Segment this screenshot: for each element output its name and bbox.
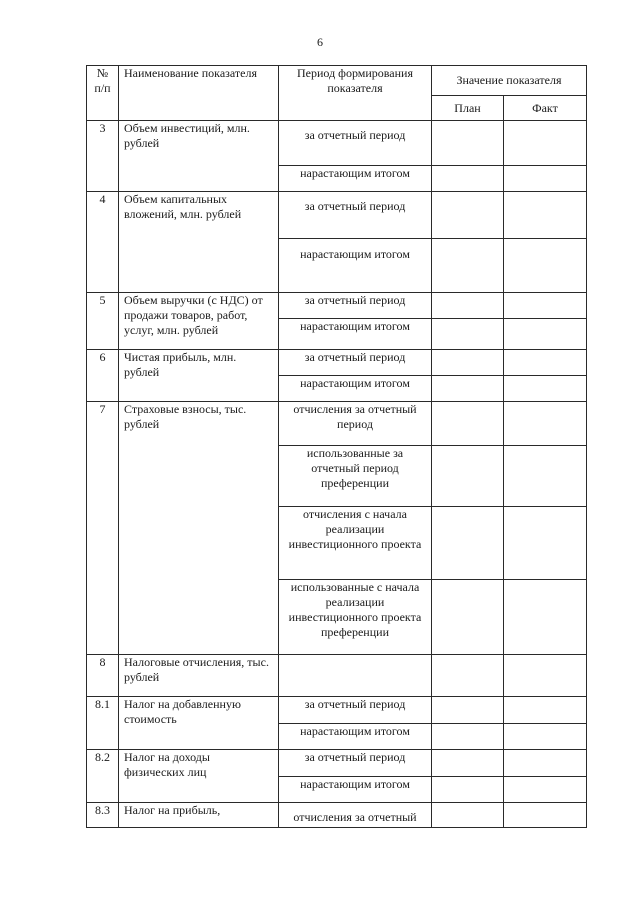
plan-cell[interactable] [432,803,504,828]
indicator-name: Объем инвестиций, млн. рублей [119,121,279,192]
plan-cell[interactable] [432,192,504,239]
table-row [87,121,587,166]
fact-cell[interactable] [504,376,587,402]
fact-cell[interactable] [504,239,587,293]
row-number: 8.2 [87,750,119,803]
header-name: Наименование показателя [119,66,279,121]
header-plan: План [432,96,504,121]
period-cell: отчисления за отчетный период [279,402,432,446]
period-cell: нарастающим итогом [279,239,432,293]
plan-cell[interactable] [432,724,504,750]
plan-cell[interactable] [432,293,504,319]
indicators-table [86,65,587,828]
table-row [87,803,587,828]
indicator-name: Страховые взносы, тыс. рублей [119,402,279,655]
fact-cell[interactable] [504,750,587,777]
fact-cell[interactable] [504,192,587,239]
plan-cell[interactable] [432,239,504,293]
header-fact: Факт [504,96,587,121]
period-cell: нарастающим итогом [279,376,432,402]
row-number: 8 [87,655,119,697]
fact-cell[interactable] [504,166,587,192]
period-cell: за отчетный период [279,697,432,724]
header-num: № п/п [87,66,119,121]
period-cell: за отчетный период [279,192,432,239]
plan-cell[interactable] [432,121,504,166]
period-cell: за отчетный период [279,293,432,319]
period-cell: нарастающим итогом [279,166,432,192]
fact-cell[interactable] [504,803,587,828]
period-cell: использованные с начала реализации инвестиционного проекта преференции [279,580,432,655]
period-cell: отчисления за отчетный [279,803,432,828]
indicator-name: Чистая прибыль, млн. рублей [119,350,279,402]
row-number: 7 [87,402,119,655]
row-number: 8.1 [87,697,119,750]
header-period: Период формирования показателя [279,66,432,121]
page-number: 6 [317,35,323,49]
fact-cell[interactable] [504,402,587,446]
indicator-name: Объем выручки (с НДС) от продажи товаров, работ, услуг, млн. рублей [119,293,279,350]
plan-cell[interactable] [432,350,504,376]
fact-cell[interactable] [504,507,587,580]
row-number: 3 [87,121,119,192]
indicator-name: Объем капитальных вложений, млн. рублей [119,192,279,293]
fact-cell[interactable] [504,777,587,803]
plan-cell[interactable] [432,580,504,655]
plan-cell[interactable] [432,319,504,350]
plan-cell[interactable] [432,750,504,777]
indicator-name: Налог на доходы физических лиц [119,750,279,803]
fact-cell[interactable] [504,121,587,166]
fact-cell[interactable] [504,697,587,724]
table-row [87,402,587,446]
period-cell: нарастающим итогом [279,319,432,350]
row-number: 6 [87,350,119,402]
indicator-name: Налоговые отчисления, тыс. рублей [119,655,279,697]
fact-cell[interactable] [504,580,587,655]
header-value: Значение показателя [432,66,587,96]
plan-cell[interactable] [432,655,504,697]
fact-cell[interactable] [504,446,587,507]
plan-cell[interactable] [432,777,504,803]
indicator-name: Налог на добавленную стоимость [119,697,279,750]
plan-cell[interactable] [432,446,504,507]
table-row [87,293,587,319]
fact-cell[interactable] [504,655,587,697]
plan-cell[interactable] [432,402,504,446]
table-row [87,655,587,697]
indicator-name: Налог на прибыль, [119,803,279,828]
plan-cell[interactable] [432,697,504,724]
fact-cell[interactable] [504,293,587,319]
row-number: 5 [87,293,119,350]
period-cell: отчисления с начала реализации инвестиционного проекта [279,507,432,580]
table-header-row [87,66,587,96]
period-cell: за отчетный период [279,121,432,166]
plan-cell[interactable] [432,166,504,192]
plan-cell[interactable] [432,376,504,402]
table-row [87,350,587,376]
row-number: 4 [87,192,119,293]
table-row [87,192,587,239]
period-cell: использованные за отчетный период преференции [279,446,432,507]
fact-cell[interactable] [504,350,587,376]
table-row [87,697,587,724]
fact-cell[interactable] [504,724,587,750]
fact-cell[interactable] [504,319,587,350]
period-cell: нарастающим итогом [279,724,432,750]
table-row [87,750,587,777]
row-number: 8.3 [87,803,119,828]
period-cell: за отчетный период [279,350,432,376]
plan-cell[interactable] [432,507,504,580]
period-cell: за отчетный период [279,750,432,777]
period-cell [279,655,432,697]
period-cell: нарастающим итогом [279,777,432,803]
